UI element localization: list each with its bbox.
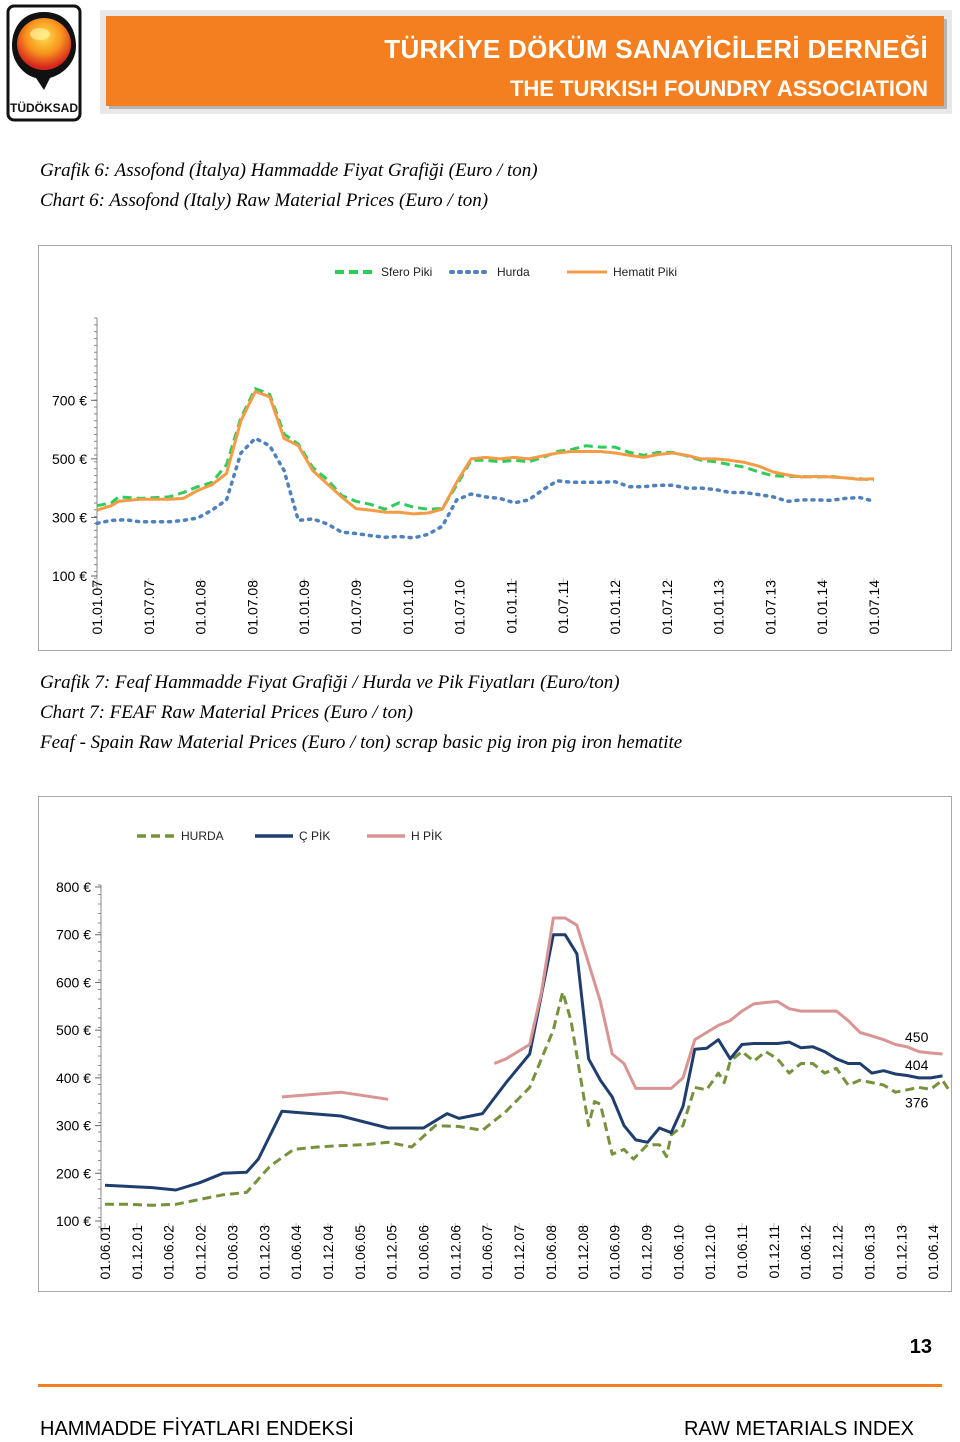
x-tick-label: 01.07.10 [451,580,468,635]
series-line [105,935,943,1190]
tudoksad-logo [6,4,82,122]
logo-emblem [6,4,82,122]
y-tick-label: 500 € [55,1022,91,1039]
x-tick-label: 01.12.04 [319,1225,336,1280]
x-tick-label: 01.12.03 [256,1225,273,1280]
x-tick-label: 01.01.07 [89,580,105,635]
x-tick-label: 01.06.03 [224,1225,241,1280]
x-tick-label: 01.06.08 [542,1225,559,1280]
chart7-frame [38,796,952,1292]
chart7-caption-en: Chart 7: FEAF Raw Material Prices (Euro / ton) [40,702,413,723]
series-line [494,918,942,1088]
x-tick-label: 01.01.09 [296,580,313,635]
y-tick-label: 300 € [55,1117,91,1134]
legend-label: Sfero Piki [381,265,433,279]
y-tick-label: 100 € [51,568,87,584]
x-tick-label: 01.01.11 [503,580,520,634]
footer-title-en: RAW METARIALS INDEX [683,1418,914,1440]
x-tick-label: 01.12.02 [192,1225,209,1280]
x-tick-label: 01.06.05 [351,1225,368,1280]
x-tick-label: 01.01.13 [710,580,727,635]
chart6-caption-en: Chart 6: Assofond (Italy) Raw Material Prices (Euro / ton) [40,190,489,211]
x-tick-label: 01.12.08 [574,1225,591,1280]
x-tick-label: 01.12.10 [702,1225,719,1280]
header-banner-fill [106,16,944,106]
x-tick-label: 01.06.04 [288,1225,305,1280]
x-tick-label: 01.06.13 [861,1225,878,1280]
chart7-caption-spain: Feaf - Spain Raw Material Prices (Euro / ton) scrap basic pig iron pig iron hematite [40,732,683,753]
x-tick-label: 01.07.12 [658,580,675,635]
x-tick-label: 01.12.09 [638,1225,655,1280]
x-tick-label: 01.06.09 [606,1225,623,1280]
x-tick-label: 01.07.14 [866,580,882,635]
x-tick-label: 01.12.13 [893,1225,910,1280]
y-tick-label: 300 € [51,509,87,526]
y-tick-label: 100 € [55,1213,91,1229]
x-tick-label: 01.07.11 [555,580,572,634]
legend-label: H PİK [411,829,443,843]
footer-title-tr: HAMMADDE FİYATLARI ENDEKSİ [40,1418,354,1440]
footer-divider [38,1384,942,1387]
y-tick-label: 800 € [55,879,91,895]
y-tick-label: 600 € [55,974,91,991]
x-tick-label: 01.12.01 [128,1225,145,1280]
x-tick-label: 01.06.01 [97,1225,113,1280]
end-value-label: 404 [905,1056,929,1073]
end-value-label: 376 [905,1094,929,1111]
legend-label: Ç PİK [299,829,331,843]
y-tick-label: 700 € [55,926,91,943]
x-tick-label: 01.12.06 [447,1225,464,1280]
chart7-plot [39,797,951,1291]
series-line [282,1092,388,1099]
x-tick-label: 01.07.07 [140,580,157,635]
x-tick-label: 01.06.07 [479,1225,496,1280]
chart6-caption-tr: Grafik 6: Assofond (İtalya) Hammadde Fiyat Grafiği (Euro / ton) [40,160,538,181]
x-tick-label: 01.01.08 [192,580,209,635]
x-tick-label: 01.07.13 [762,580,779,635]
legend-label: Hematit Piki [613,265,678,279]
x-tick-label: 01.07.09 [348,580,364,635]
x-tick-label: 01.06.14 [925,1225,942,1280]
page-number: 13 [909,1336,932,1358]
x-tick-label: 01.06.10 [670,1225,687,1280]
legend-label: HURDA [181,829,224,843]
y-tick-label: 500 € [51,450,87,467]
logo-text: TÜDÖKSAD [10,101,78,115]
y-tick-label: 200 € [55,1165,91,1182]
series-line [97,389,874,510]
chart7-caption-tr: Grafik 7: Feaf Hammadde Fiyat Grafiği / Hurda ve Pik Fiyatları (Euro/ton) [40,672,620,693]
series-line [97,438,874,538]
x-tick-label: 01.12.12 [829,1225,846,1280]
x-tick-label: 01.06.12 [797,1225,814,1280]
end-value-label: 450 [905,1029,929,1045]
x-tick-label: 01.01.14 [814,580,831,635]
x-tick-label: 01.01.10 [399,580,416,635]
x-tick-label: 01.12.11 [765,1225,782,1279]
y-tick-label: 400 € [55,1069,91,1086]
y-tick-label: 700 € [51,392,87,409]
x-tick-label: 01.01.12 [607,580,623,635]
chart6-plot [39,246,951,650]
x-tick-label: 01.06.11 [734,1225,750,1279]
chart6-frame [38,245,952,651]
x-tick-label: 01.12.05 [383,1225,400,1280]
x-tick-label: 01.12.07 [511,1225,528,1280]
association-name-tr: TÜRKİYE DÖKÜM SANAYİCİLERİ DERNEĞİ [384,34,928,64]
header-banner [100,10,952,114]
x-tick-label: 01.07.08 [244,580,261,635]
x-tick-label: 01.06.02 [160,1225,177,1280]
x-tick-label: 01.06.06 [415,1225,432,1280]
legend-label: Hurda [497,265,530,279]
association-name-en: THE TURKISH FOUNDRY ASSOCIATION [509,76,928,101]
